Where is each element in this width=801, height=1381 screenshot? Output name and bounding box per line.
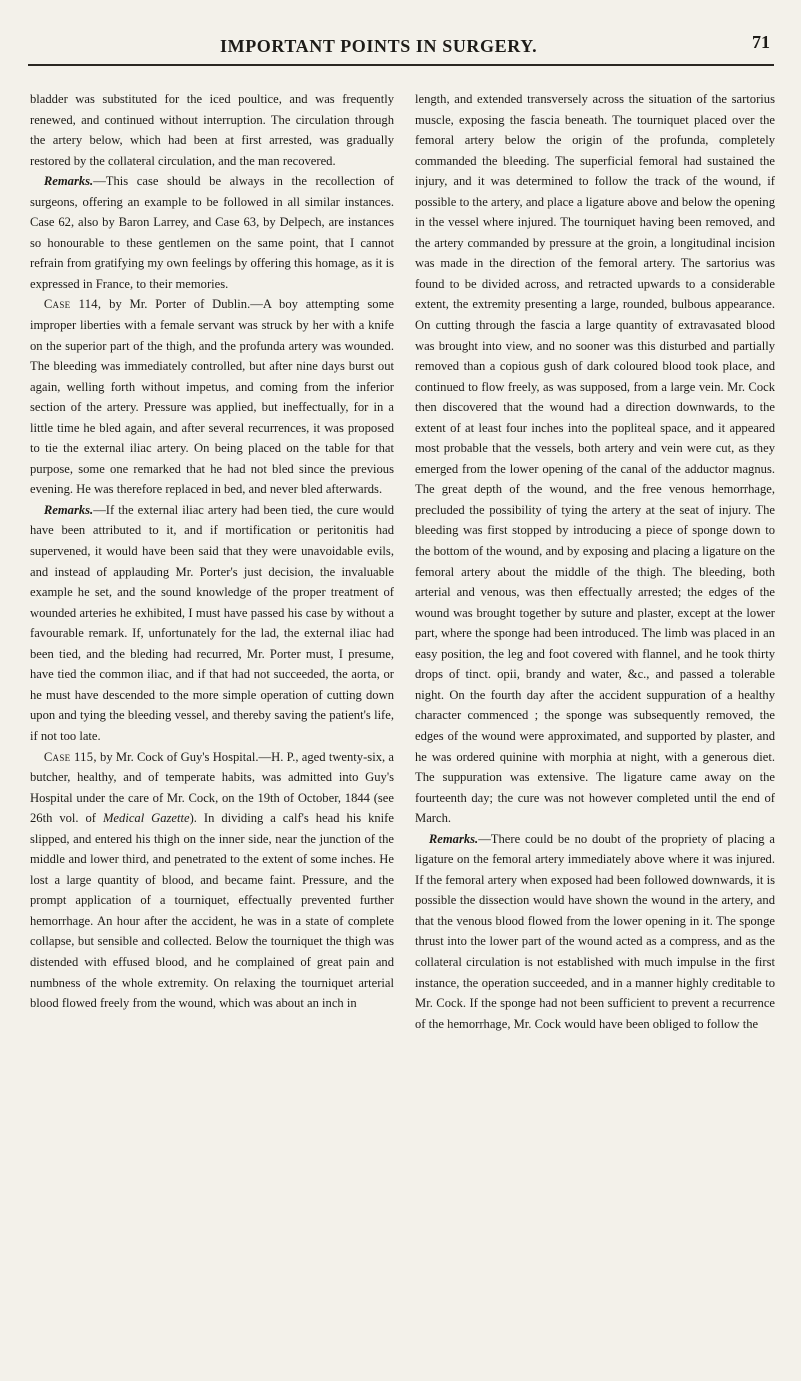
right-column <box>415 89 775 1034</box>
case-label: Case 114, <box>43 297 102 312</box>
paragraph-text: by Mr. Porter of Dublin.—A boy attempting some improper liberties with a female servant was struck by her with a knife on the superior part of the thigh, and the profunda artery was wounded. The bleeding was immediately controlled, but after nine days burst out again, welling forth without impetus, and coming from the inferior section of the artery. Pressure was applied, but ineffectually, for in a little time he bled again, and after several recurrences, it was proposed to tie the external iliac artery. On being placed on the table for that purpose, some one remarked that he had not bled since the previous evening. He was therefore replaced in bed, and never bled afterwards. <box>30 297 394 497</box>
paragraph: length, and extended transversely across the situation of the sartorius muscle, exposing the fascia beneath. The tourniquet placed over the femoral artery below the origin of the profunda, completely commanded the bleeding. The superficial femoral had sustained the injury, and it was determined to follow the track of the wound, if possible to the artery, and place a ligature above and below the opening in the vessel where injured. The tourniquet having been removed, and the artery commanded by pressure at the groin, a longitudinal incision was made in the direction of the femoral artery. The sartorius was found to be divided across, and retracted upwards to a considerable extent, the extremity presenting a large, rounded, bulbous appearance. On cutting through the fascia a large quantity of extravasated blood was brought into view, and no sooner was this disturbed and partially removed than a copious gush of dark coloured blood took place, and continued to flow freely, as was supposed, from a large vein. Mr. Cock then discovered that the wound had a direction downwards, to the extent of at least four inches into the popliteal space, and it appeared most probable that the vessels, both artery and vein were cut, as they emerged from the lower opening of the canal of the adductor magnus. The great depth of the wound, and the free venous hemorrhage, precluded the possibility of tying the artery at the seat of injury. The bleeding was first stopped by introducing a piece of sponge down to the bottom of the wound, and by exposing and placing a ligature on the femoral artery about the middle of the thigh. The bleeding, both arterial and venous, was then effectually arrested; the edges of the wound was brought together by suture and plaster, except at the lower part, where the sponge had been introduced. The limb was placed in an easy position, the leg and foot covered with flannel, and he took thirty drops of tinct. opii, brandy and water, &c., and passed a tolerable night. On the fourth day after the accident suppuration of a healthy character commenced ; the sponge was subsequently removed, the edges of the wound were approximated, and supported by plaster, and he was ordered quinine with morphia at night, with a generous diet. The suppuration was extensive. The ligature came away on the fourteenth day; the cure was not however completed until the end of March. <box>415 92 775 826</box>
journal-title: Medical Gazette <box>102 811 190 826</box>
paragraph <box>30 747 394 1014</box>
paragraph <box>30 500 394 747</box>
paragraph <box>30 294 394 499</box>
header-rule <box>28 64 774 66</box>
paragraph: bladder was substituted for the iced poultice, and was frequently renewed, and continued without interruption. The circulation through the artery below, which had been at first arrested, was gradually restored by the collateral circulation, and the man recovered. <box>30 92 394 168</box>
paragraph-text: —There could be no doubt of the propriety of placing a ligature on the femoral artery immediately above where it was injured. If the femoral artery when exposed had been followed downwards, it is possible the dissection would have shown the wound in the artery, and that the venous blood flowed from the lower opening in it. The sponge thrust into the lower part of the wound acted as a compress, and as the collateral circulation is not established with much impulse in the first instance, the operation succeeded, and in a manner highly creditable to Mr. Cock. If the sponge had not been sufficient to prevent a recurrence of the hemorrhage, Mr. Cock would have been obliged to follow the <box>415 831 775 1031</box>
paragraph <box>415 829 775 1034</box>
paragraph-text: —If the external iliac artery had been tied, the cure would have been attributed to it, and if mortification or peritonitis had supervened, it would have been said that they were unavoidable evils, and instead of applauding Mr. Porter's just decision, the invaluable example he set, and the sound knowledge of the proper treatment of wounded arteries he exhibited, I must have passed his case by without a favourable remark. If, unfortunately for the lad, the external iliac had been tied, and the bleding had recurred, Mr. Porter must, I presume, have tied the common iliac, and if that had not succeeded, the aorta, or he must have descended to the more simple operation of cutting down upon and tying the bleeding vessel, and thereby saving the patient's life, if not too late. <box>30 502 394 743</box>
remarks-label: Remarks. <box>428 831 479 846</box>
page-header <box>0 30 801 70</box>
paragraph-text: —This case should be always in the recollection of surgeons, offering an example to be followed in all similar instances. Case 62, also by Baron Larrey, and Case 63, by Delpech, are instances so honourable to these gentlemen on the same point, that I cannot refrain from gratifying my own feelings by offering this homage, as it is expressed in France, to their memories. <box>30 174 394 291</box>
running-title: IMPORTANT POINTS IN SURGERY. <box>220 36 538 56</box>
remarks-label: Remarks. <box>43 502 94 517</box>
page-number: 71 <box>752 32 770 52</box>
case-label: Case 115, <box>43 749 97 764</box>
paragraph-text: ). In dividing a calf's head his knife slipped, and entered his thigh on the inner side, near the junction of the middle and lower third, and penetrated to the extent of some inches. He lost a large quantity of blood, and became faint. Pressure, and the prompt application of a tourniquet, effectually prevented further hemorrhage. An hour after the accident, he was in a state of complete collapse, but sensible and collected. Below the tourniquet the thigh was distended with effused blood, and he complained of great pain and numbness of the whole extremity. On relaxing the tourniquet arterial blood flowed freely from the wound, which was about an inch in <box>30 811 394 1011</box>
paragraph <box>30 171 394 294</box>
remarks-label: Remarks. <box>43 174 94 189</box>
paragraph-text: by Mr. Cock of Guy's Hospital.—H. P., aged twenty-six, a butcher, healthy, and of temperate habits, was admitted into Guy's Hospital under the care of Mr. Cock, on the 19th of October, 1844 (see 26th vol. of <box>30 749 394 826</box>
left-column <box>30 89 394 1014</box>
